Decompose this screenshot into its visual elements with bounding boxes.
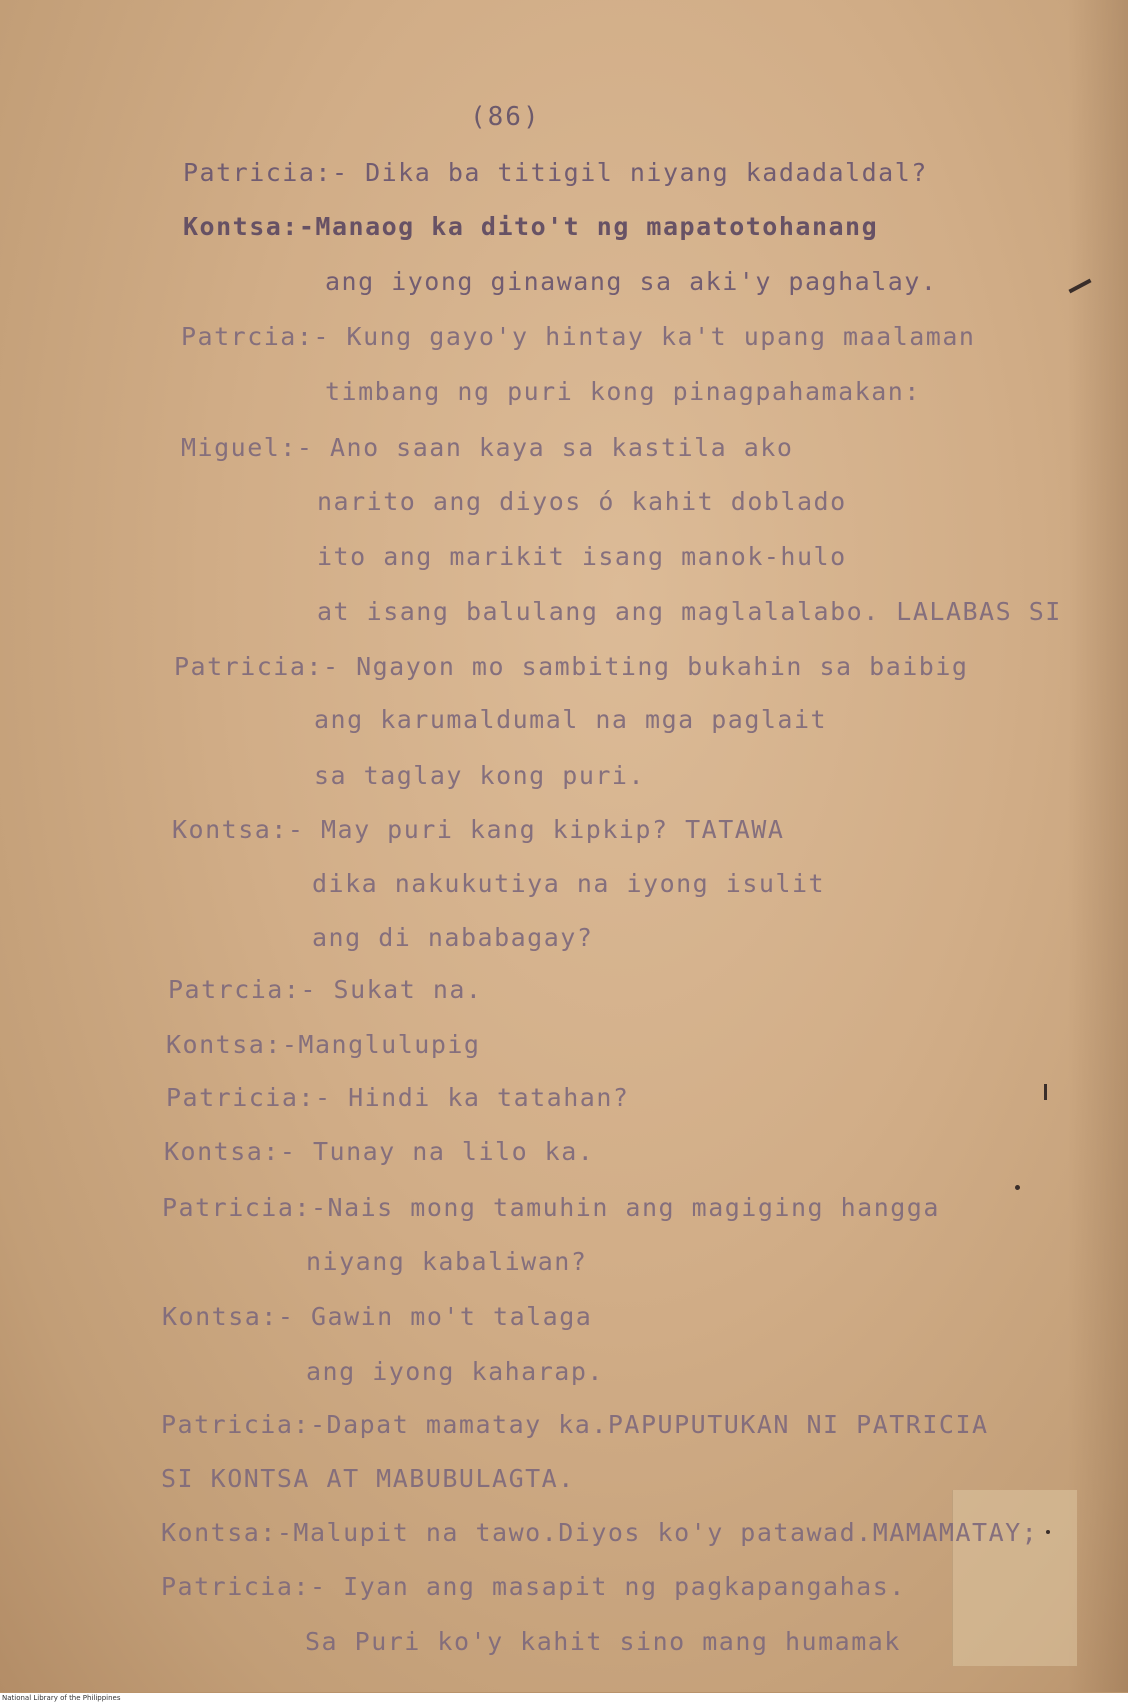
script-line: Patricia:- Hindi ka tatahan? [166, 1083, 630, 1112]
script-line: at isang balulang ang maglalalabo. LALABAS SI [317, 597, 1062, 626]
script-line: sa taglay kong puri. [314, 761, 646, 790]
pen-mark [1044, 1084, 1047, 1100]
pen-mark [1046, 1530, 1050, 1534]
script-line: Kontsa:-Malupit na tawo.Diyos ko'y patawad.MAMAMATAY; [161, 1518, 1039, 1547]
script-line: Kontsa:-Manglulupig [166, 1030, 481, 1059]
script-line: Patricia:- Ngayon mo sambiting bukahin sa baibig [174, 652, 969, 681]
page-edge-shadow [1068, 0, 1128, 1692]
script-line: Kontsa:- Tunay na lilo ka. [164, 1137, 595, 1166]
script-line: Patrcia:- Sukat na. [168, 975, 483, 1004]
script-line: Patricia:- Iyan ang masapit ng pagkapangahas. [161, 1572, 906, 1601]
script-line: ito ang marikit isang manok-hulo [317, 542, 847, 571]
script-line: niyang kabaliwan? [306, 1247, 588, 1276]
script-line: Kontsa:-Manaog ka dito't ng mapatotohanang [183, 212, 879, 241]
script-line: timbang ng puri kong pinagpahamakan: [325, 377, 921, 406]
script-line: ang di nababagay? [312, 923, 594, 952]
script-line: Patricia:-Nais mong tamuhin ang magiging hangga [162, 1193, 940, 1222]
script-line: ang karumaldumal na mga paglait [314, 705, 828, 734]
tape-patch [952, 1490, 1077, 1666]
script-line: SI KONTSA AT MABUBULAGTA. [161, 1464, 575, 1493]
script-line: Miguel:- Ano saan kaya sa kastila ako [181, 433, 794, 462]
script-line: Patrcia:- Kung gayo'y hintay ka't upang maalaman [181, 322, 976, 351]
script-line: Patricia:- Dika ba titigil niyang kadadaldal? [183, 158, 928, 187]
script-line: ang iyong ginawang sa aki'y paghalay. [325, 267, 938, 296]
script-line: dika nakukutiya na iyong isulit [312, 869, 826, 898]
pen-mark [1015, 1185, 1020, 1190]
script-line: Patricia:-Dapat mamatay ka.PAPUPUTUKAN NI PATRICIA [161, 1410, 989, 1439]
script-line: ang iyong kaharap. [306, 1357, 604, 1386]
script-line: Kontsa:- May puri kang kipkip? TATAWA [172, 815, 785, 844]
script-line: narito ang diyos ó kahit doblado [317, 487, 847, 516]
script-line: Sa Puri ko'y kahit sino mang humamak [305, 1627, 901, 1656]
script-line: Kontsa:- Gawin mo't talaga [162, 1302, 593, 1331]
footer-credit: National Library of the Philippines [0, 1693, 1128, 1703]
page-number: (86) [470, 102, 541, 132]
